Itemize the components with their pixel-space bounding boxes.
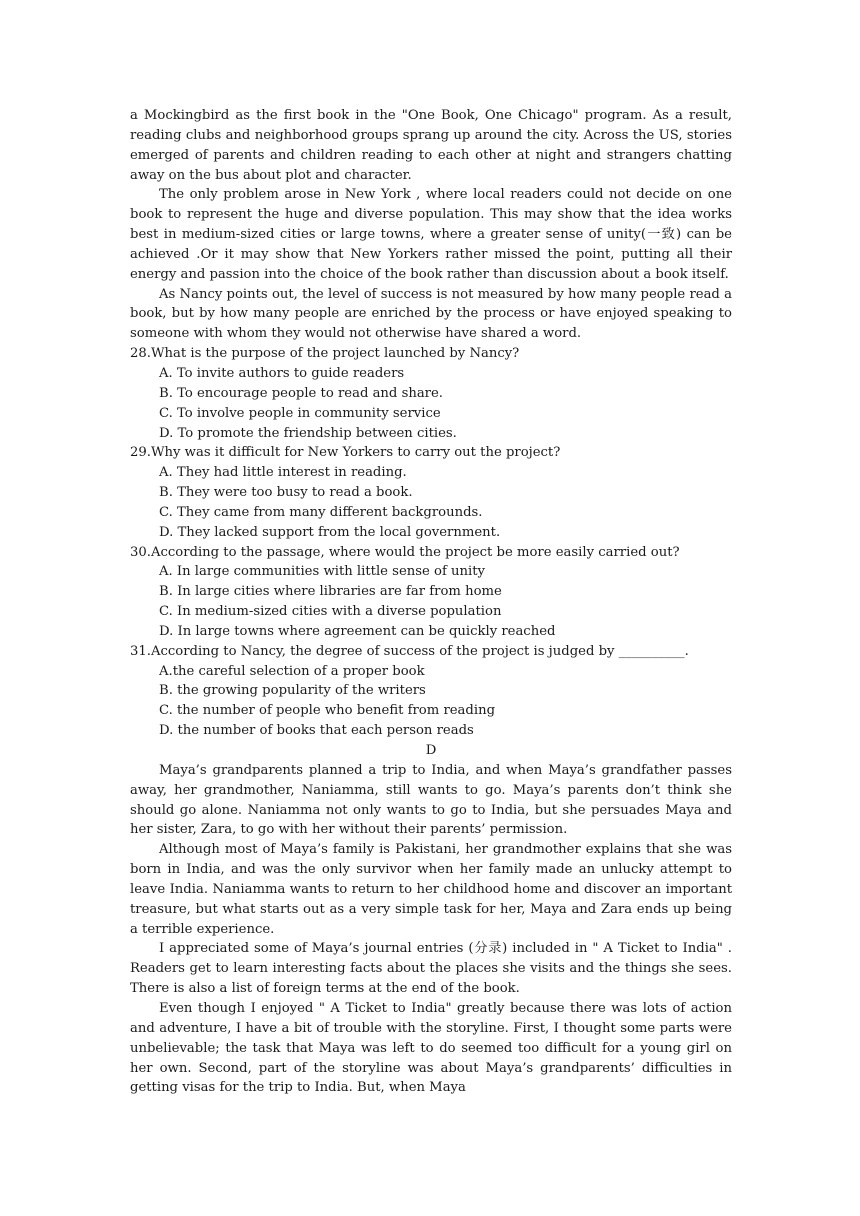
option-b: B. In large cities where libraries are far from home	[159, 584, 502, 600]
option-b: B. the growing popularity of the writers	[159, 683, 426, 699]
option-b: B. They were too busy to read a book.	[159, 485, 413, 501]
passage-c-paragraph-1: a Mockingbird as the first book in the "One Book, One Chicago" program. As a result, reading clubs and neighborhood groups sprang up around the city. Across the US, stories emerged of parents and children reading to each other at night and strangers chatting away on the bus about plot and character.	[130, 108, 732, 183]
option-d: D. They lacked support from the local government.	[159, 524, 501, 540]
option-a: A. To invite authors to guide readers	[159, 365, 405, 381]
passage-d-paragraph-2: Although most of Maya’s family is Pakistani, her grandmother explains that she was born in India, and was the only survivor when her family made an unlucky attempt to leave India. Naniamma wants to return to her childhood home and discover an important treasure, but what starts out as a very simple task for her, Maya and Zara ends up being a terrible experience.	[130, 842, 732, 937]
option-a: A. In large communities with little sense of unity	[159, 564, 485, 580]
question-stem: 28.What is the purpose of the project launched by Nancy?	[130, 346, 520, 362]
option-d: D. In large towns where agreement can be quickly reached	[159, 623, 556, 639]
question-stem: 29.Why was it difficult for New Yorkers to carry out the project?	[130, 445, 561, 461]
section-heading: D	[425, 743, 437, 758]
passage-c-paragraph-2: The only problem arose in New York , where local readers could not decide on one book to represent the huge and diverse population. This may show that the idea works best in medium-sized cities or large towns, where a greater sense of unity(一致) can be achieved .Or it may show that New Yorkers rather missed the point, putting all their energy and passion into the choice of the book rather than discussion about a book itself.	[130, 187, 732, 282]
option-c: C. They came from many different backgrounds.	[159, 504, 483, 520]
question-30	[130, 543, 732, 642]
passage-d-paragraph-3: I appreciated some of Maya’s journal entries (分录) included in " A Ticket to India" . Readers get to learn interesting facts about the places she visits and the things she sees. There is also a list of foreign terms at the end of the book.	[130, 941, 732, 997]
question-stem: 30.According to the passage, where would the project be more easily carried out?	[130, 544, 680, 560]
option-b: B. To encourage people to read and share.	[159, 385, 443, 401]
question-28	[130, 344, 732, 443]
option-c: C. In medium-sized cities with a diverse population	[159, 604, 502, 620]
passage-c-paragraph-3: As Nancy points out, the level of success is not measured by how many people read a book, but by how many people are enriched by the process or have enjoyed speaking to someone with whom they would not otherwise have shared a word.	[130, 286, 732, 342]
question-stem: 31.According to Nancy, the degree of success of the project is judged by __________.	[130, 643, 689, 659]
question-31	[130, 642, 732, 741]
option-d: D. the number of books that each person reads	[159, 723, 474, 739]
document-page	[130, 106, 732, 1098]
option-c: C. To involve people in community service	[159, 405, 441, 421]
option-a: A. They had little interest in reading.	[159, 465, 407, 481]
option-c: C. the number of people who benefit from reading	[159, 703, 496, 719]
passage-d-paragraph-4: Even though I enjoyed " A Ticket to India" greatly because there was lots of action and adventure, I have a bit of trouble with the storyline. First, I thought some parts were unbelievable; the task that Maya was left to do seemed too difficult for a young girl on her own. Second, part of the storyline was about Maya’s grandparents’ difficulties in getting visas for the trip to India. But, when Maya	[130, 1000, 732, 1096]
question-29	[130, 443, 732, 542]
option-d: D. To promote the friendship between cities.	[159, 425, 457, 441]
option-a: A.the careful selection of a proper book	[159, 663, 425, 679]
passage-d-paragraph-1: Maya’s grandparents planned a trip to India, and when Maya’s grandfather passes away, her grandmother, Naniamma, still wants to go. Maya’s parents don’t think she should go alone. Naniamma not only wants to go to India, but she persuades Maya and her sister, Zara, to go with her without their parents’ permission.	[130, 762, 732, 838]
